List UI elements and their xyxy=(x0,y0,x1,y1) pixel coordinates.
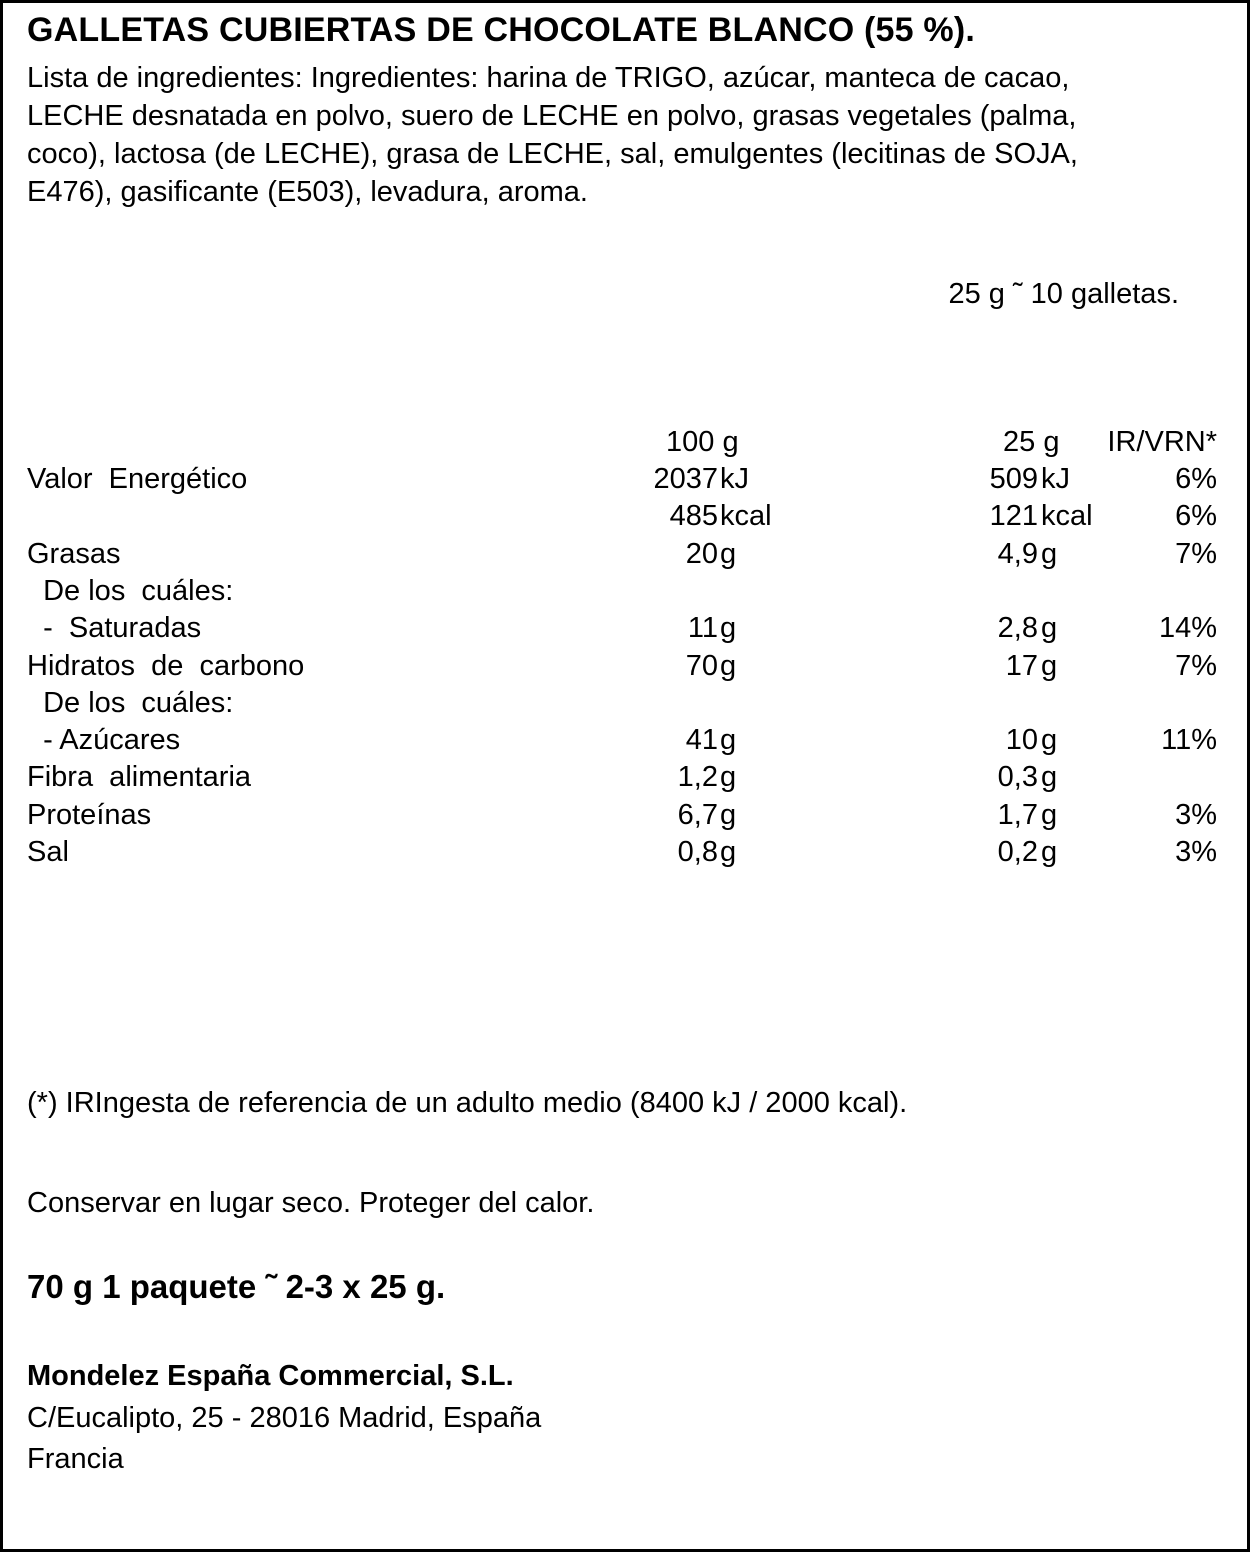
ir-percentage: 6% xyxy=(1175,463,1217,495)
ir-percentage: 7% xyxy=(1175,650,1217,682)
unit-per-100g: kcal xyxy=(720,500,772,532)
header-per-25g: 25 g xyxy=(1003,426,1060,458)
unit-per-25g: g xyxy=(1041,538,1058,570)
company-address: C/Eucalipto, 25 - 28016 Madrid, España xyxy=(27,1402,542,1434)
nutrient-label: - Saturadas xyxy=(27,612,202,644)
unit-per-25g: g xyxy=(1041,761,1058,793)
nutrient-label: - Azúcares xyxy=(27,724,181,756)
value-per-100g: 0,8 xyxy=(677,836,718,868)
header-ir: IR/VRN* xyxy=(1107,426,1217,458)
value-per-100g: 1,2 xyxy=(677,761,718,793)
value-per-100g: 11 xyxy=(687,612,718,644)
ir-percentage: 14% xyxy=(1158,612,1217,644)
nutrient-label: Valor Energético xyxy=(27,463,248,495)
unit-per-100g: g xyxy=(720,799,737,831)
value-per-25g: 0,2 xyxy=(997,836,1038,868)
unit-per-25g: g xyxy=(1041,612,1058,644)
unit-per-100g: g xyxy=(720,836,737,868)
nutrient-label: Sal xyxy=(27,836,69,868)
unit-per-25g: g xyxy=(1041,724,1058,756)
value-per-25g: 4,9 xyxy=(997,538,1038,570)
nutrient-label: De los cuáles: xyxy=(27,575,234,607)
value-per-100g: 6,7 xyxy=(677,799,718,831)
unit-per-25g: g xyxy=(1041,650,1058,682)
ir-percentage: 3% xyxy=(1175,799,1217,831)
value-per-100g: 70 xyxy=(685,650,718,682)
product-title: GALLETAS CUBIERTAS DE CHOCOLATE BLANCO (55 %). xyxy=(27,11,975,49)
unit-per-100g: g xyxy=(720,724,737,756)
net-weight: 70 g 1 paquete ˜ 2-3 x 25 g. xyxy=(27,1268,446,1305)
nutrient-label: De los cuáles: xyxy=(27,687,234,719)
nutrient-label: Fibra alimentaria xyxy=(27,761,252,793)
nutrient-label: Grasas xyxy=(27,538,121,570)
value-per-25g: 0,3 xyxy=(997,761,1038,793)
value-per-25g: 17 xyxy=(1005,650,1038,682)
ingredients-line: LECHE desnatada en polvo, suero de LECHE en polvo, grasas vegetales (palma, xyxy=(27,100,1077,132)
header-per-100g: 100 g xyxy=(666,426,739,458)
value-per-25g: 509 xyxy=(989,463,1038,495)
value-per-100g: 2037 xyxy=(653,463,718,495)
value-per-25g: 1,7 xyxy=(997,799,1038,831)
unit-per-100g: g xyxy=(720,650,737,682)
reference-note: (*) IRIngesta de referencia de un adulto medio (8400 kJ / 2000 kcal). xyxy=(27,1087,908,1119)
ir-percentage: 6% xyxy=(1175,500,1217,532)
ingredients-line: coco), lactosa (de LECHE), grasa de LECHE, sal, emulgentes (lecitinas de SOJA, xyxy=(27,138,1078,170)
unit-per-25g: g xyxy=(1041,836,1058,868)
unit-per-100g: kJ xyxy=(720,463,749,495)
company-country: Francia xyxy=(27,1443,124,1475)
storage-note: Conservar en lugar seco. Proteger del calor. xyxy=(27,1187,595,1219)
nutrient-label: Hidratos de carbono xyxy=(27,650,305,682)
value-per-25g: 10 xyxy=(1005,724,1038,756)
value-per-100g: 41 xyxy=(685,724,718,756)
ir-percentage: 11% xyxy=(1161,724,1217,756)
ingredients-line: Lista de ingredientes: Ingredientes: harina de TRIGO, azúcar, manteca de cacao, xyxy=(27,62,1070,94)
unit-per-25g: g xyxy=(1041,799,1058,831)
ingredients-line: E476), gasificante (E503), levadura, aroma. xyxy=(27,176,588,208)
value-per-100g: 485 xyxy=(669,500,718,532)
value-per-25g: 2,8 xyxy=(997,612,1038,644)
unit-per-100g: g xyxy=(720,761,737,793)
ingredients-list xyxy=(27,59,1227,211)
ir-percentage: 3% xyxy=(1175,836,1217,868)
company-name: Mondelez España Commercial, S.L. xyxy=(27,1360,514,1392)
unit-per-25g: kcal xyxy=(1041,500,1093,532)
value-per-25g: 121 xyxy=(989,500,1038,532)
serving-note: 25 g ˜ 10 galletas. xyxy=(948,278,1179,310)
unit-per-100g: g xyxy=(720,538,737,570)
ir-percentage: 7% xyxy=(1175,538,1217,570)
nutrient-label: Proteínas xyxy=(27,799,152,831)
unit-per-25g: kJ xyxy=(1041,463,1070,495)
value-per-100g: 20 xyxy=(685,538,718,570)
unit-per-100g: g xyxy=(720,612,737,644)
